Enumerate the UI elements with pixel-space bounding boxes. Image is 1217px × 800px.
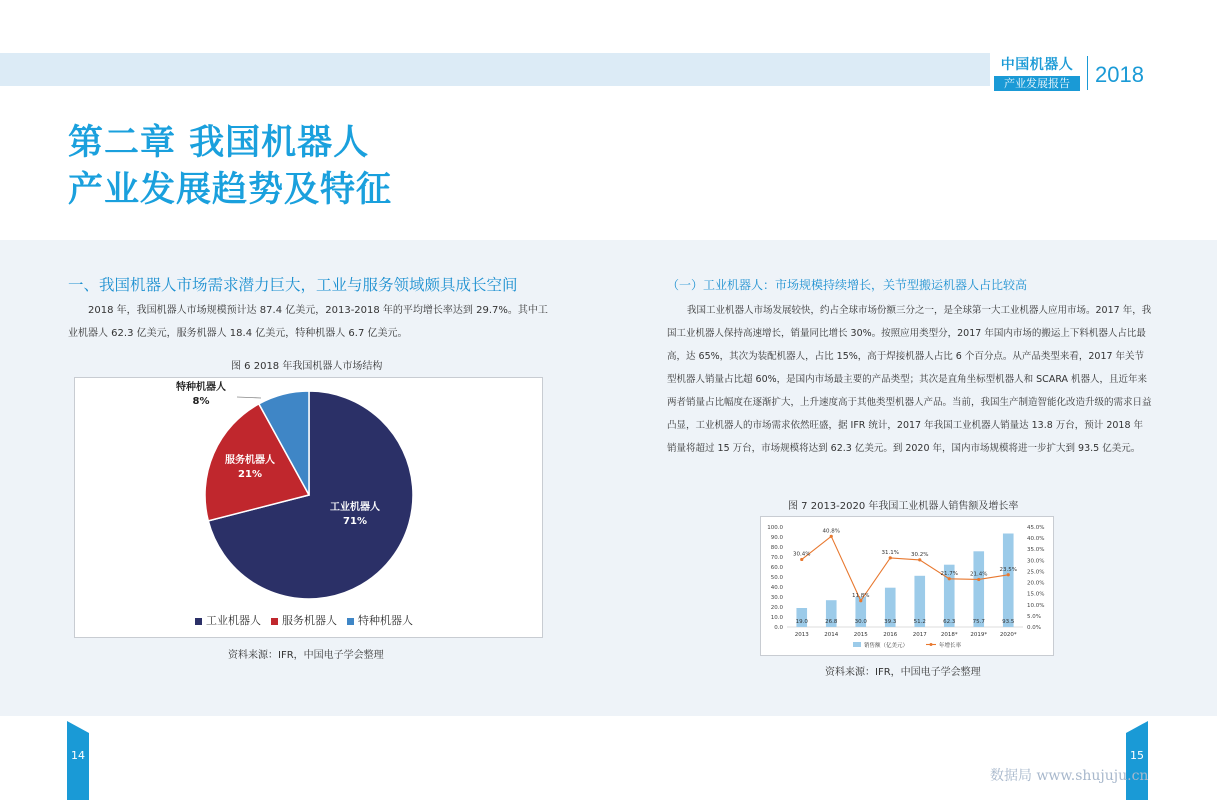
legend-item-service bbox=[271, 612, 337, 628]
bar-value-label: 39.3 bbox=[884, 619, 897, 625]
y-left-tick-label: 20.0 bbox=[770, 605, 783, 611]
legend-marker-growth bbox=[930, 643, 933, 646]
chapter-title-line2: 产业发展趋势及特征 bbox=[68, 170, 393, 210]
growth-rate-point bbox=[1007, 573, 1010, 576]
pie-label-industrial bbox=[315, 501, 395, 529]
growth-rate-point bbox=[830, 535, 833, 538]
y-right-tick-label: 40.0% bbox=[1027, 536, 1045, 543]
growth-rate-point bbox=[918, 558, 921, 561]
pie-label-special bbox=[161, 381, 241, 409]
growth-rate-label: 21.7% bbox=[940, 570, 958, 577]
legend-item-special bbox=[347, 612, 413, 628]
bar-line-svg bbox=[761, 517, 1055, 657]
legend-label-service: 服务机器人 bbox=[282, 614, 337, 627]
y-right-tick-label: 0.0% bbox=[1027, 625, 1041, 631]
growth-rate-point bbox=[800, 558, 803, 561]
y-left-tick-label: 90.0 bbox=[770, 535, 783, 541]
brand-title: 中国机器人 bbox=[1000, 57, 1074, 73]
right-paragraph: 我国工业机器人市场发展较快，约占全球市场份额三分之一，是全球第一大工业机器人应用市场。2017 年，我国工业机器人保持高速增长，销量同比增长 30%。按照应用类型分，2017 年国内市场的搬运上下料机器人占比最高，达 65%，其次为装配机器人，占比 15%，高于焊接机器人占比 6 个百分点。从产品类型来看，2017 年关节型机器人销量占比超 60%，是国内市场最主要的产品类型；其次是直角坐标型机器人和 SCARA 机器人，且近年来两者销量占比幅度在逐渐扩大，上升速度高于其他类型机器人产品。当前，我国生产制造智能化改造升级的需求日益凸显，工业机器人的市场需求依然旺盛，据 IFR 统计，2017 年我国工业机器人销量达 13.8 万台，预计 2018 年销量将超过 15 万台，市场规模将达到 62.3 亿美元。到 2020 年，国内市场规模将进一步扩大到 93.5 亿美元。 bbox=[667, 305, 1152, 454]
x-tick-label: 2017 bbox=[912, 632, 927, 638]
y-left-tick-label: 10.0 bbox=[770, 615, 783, 621]
header-band bbox=[0, 53, 990, 86]
y-right-tick-label: 25.0% bbox=[1027, 569, 1045, 576]
brand-block bbox=[994, 54, 1080, 91]
bar-value-label: 62.3 bbox=[943, 619, 956, 625]
brand-subtitle: 产业发展报告 bbox=[994, 76, 1080, 91]
x-tick-label: 2018* bbox=[940, 632, 958, 638]
pie-label-industrial-name: 工业机器人 bbox=[330, 502, 380, 513]
section-title: 一、我国机器人市场需求潜力巨大，工业与服务领域颇具成长空间 bbox=[68, 276, 518, 294]
left-paragraph: 2018 年，我国机器人市场规模预计达 87.4 亿美元，2013-2018 年的平均增长率达到 29.7%。其中工业机器人 62.3 亿美元，服务机器人 18.4 亿美元，特种机器人 6.7 亿美元。 bbox=[68, 305, 548, 339]
subsection-title: （一）工业机器人：市场规模持续增长，关节型搬运机器人占比较高 bbox=[667, 278, 1028, 292]
y-right-tick-label: 45.0% bbox=[1027, 525, 1045, 531]
x-tick-label: 2020* bbox=[999, 632, 1017, 638]
growth-rate-label: 30.4% bbox=[793, 551, 811, 558]
y-left-tick-label: 30.0 bbox=[770, 595, 783, 601]
legend-item-industrial bbox=[195, 612, 261, 628]
pie-legend bbox=[195, 612, 413, 628]
legend-label-special: 特种机器人 bbox=[358, 614, 413, 627]
chapter-title-line1: 第二章 我国机器人 bbox=[68, 123, 370, 163]
legend-swatch-industrial bbox=[195, 618, 202, 625]
y-left-tick-label: 60.0 bbox=[770, 565, 783, 571]
y-left-tick-label: 70.0 bbox=[770, 555, 783, 561]
bar-value-label: 26.8 bbox=[825, 619, 838, 625]
brand-year: 2018 bbox=[1095, 62, 1144, 87]
pie-slices bbox=[205, 391, 413, 599]
y-left-tick-label: 50.0 bbox=[770, 575, 783, 581]
bar-sales bbox=[973, 551, 984, 627]
x-tick-label: 2019* bbox=[970, 632, 988, 638]
growth-rate-point bbox=[889, 556, 892, 559]
figure-7-caption: 图 7 2013-2020 年我国工业机器人销售额及增长率 bbox=[788, 501, 1019, 512]
left-source: 资料来源：IFR，中国电子学会整理 bbox=[228, 650, 384, 661]
pie-chart bbox=[74, 377, 543, 638]
y-right-tick-label: 10.0% bbox=[1027, 602, 1045, 609]
growth-rate-label: 11.8% bbox=[852, 592, 870, 599]
chapter-title bbox=[68, 120, 392, 214]
x-tick-label: 2015 bbox=[853, 632, 868, 638]
growth-rate-label: 23.5% bbox=[999, 566, 1017, 573]
pie-label-service-value: 21% bbox=[238, 469, 262, 480]
legend-swatch-sales bbox=[853, 642, 861, 647]
growth-rate-label: 31.1% bbox=[881, 549, 899, 556]
pie-svg bbox=[75, 378, 544, 639]
pie-label-special-value: 8% bbox=[192, 396, 210, 407]
y-left-tick-label: 0.0 bbox=[774, 625, 783, 631]
growth-rate-point bbox=[859, 599, 862, 602]
bar-value-label: 75.7 bbox=[972, 619, 985, 625]
bar-value-label: 51.2 bbox=[913, 619, 926, 625]
bar-value-label: 93.5 bbox=[1002, 619, 1015, 625]
pie-label-service-name: 服务机器人 bbox=[225, 455, 275, 466]
growth-rate-label: 30.2% bbox=[911, 551, 929, 558]
y-left-tick-label: 40.0 bbox=[770, 585, 783, 591]
growth-rate-label: 40.8% bbox=[822, 528, 840, 535]
bar-value-label: 19.0 bbox=[795, 619, 808, 625]
legend-label-growth: 年增长率 bbox=[939, 643, 962, 649]
y-right-tick-label: 15.0% bbox=[1027, 591, 1045, 598]
page-number-right: 15 bbox=[1126, 733, 1148, 800]
brand-divider bbox=[1087, 56, 1088, 90]
x-tick-label: 2014 bbox=[824, 632, 839, 638]
bar-value-label: 30.0 bbox=[854, 619, 867, 625]
watermark: 数据局 www.shujuju.cn bbox=[990, 768, 1149, 784]
x-tick-label: 2013 bbox=[794, 632, 809, 638]
growth-rate-point bbox=[977, 578, 980, 581]
pie-label-special-name: 特种机器人 bbox=[176, 382, 226, 393]
y-right-tick-label: 30.0% bbox=[1027, 558, 1045, 565]
legend-swatch-service bbox=[271, 618, 278, 625]
legend-label-industrial: 工业机器人 bbox=[206, 614, 261, 627]
y-left-tick-label: 100.0 bbox=[767, 525, 783, 531]
legend-label-sales: 销售额（亿美元） bbox=[864, 643, 909, 649]
y-right-tick-label: 35.0% bbox=[1027, 547, 1045, 554]
y-left-tick-label: 80.0 bbox=[770, 545, 783, 551]
legend-swatch-special bbox=[347, 618, 354, 625]
bar-sales bbox=[1003, 534, 1014, 628]
x-tick-label: 2016 bbox=[883, 632, 898, 638]
y-right-tick-label: 5.0% bbox=[1027, 613, 1041, 620]
page-number-left: 14 bbox=[67, 733, 89, 800]
growth-rate-point bbox=[948, 577, 951, 580]
pie-label-service bbox=[210, 454, 290, 482]
y-right-tick-label: 20.0% bbox=[1027, 580, 1045, 587]
bar-line-chart bbox=[760, 516, 1054, 656]
growth-rate-label: 21.4% bbox=[970, 571, 988, 578]
right-source: 资料来源：IFR，中国电子学会整理 bbox=[825, 667, 981, 678]
pie-label-industrial-value: 71% bbox=[343, 516, 367, 527]
figure-6-caption: 图 6 2018 年我国机器人市场结构 bbox=[231, 361, 383, 372]
